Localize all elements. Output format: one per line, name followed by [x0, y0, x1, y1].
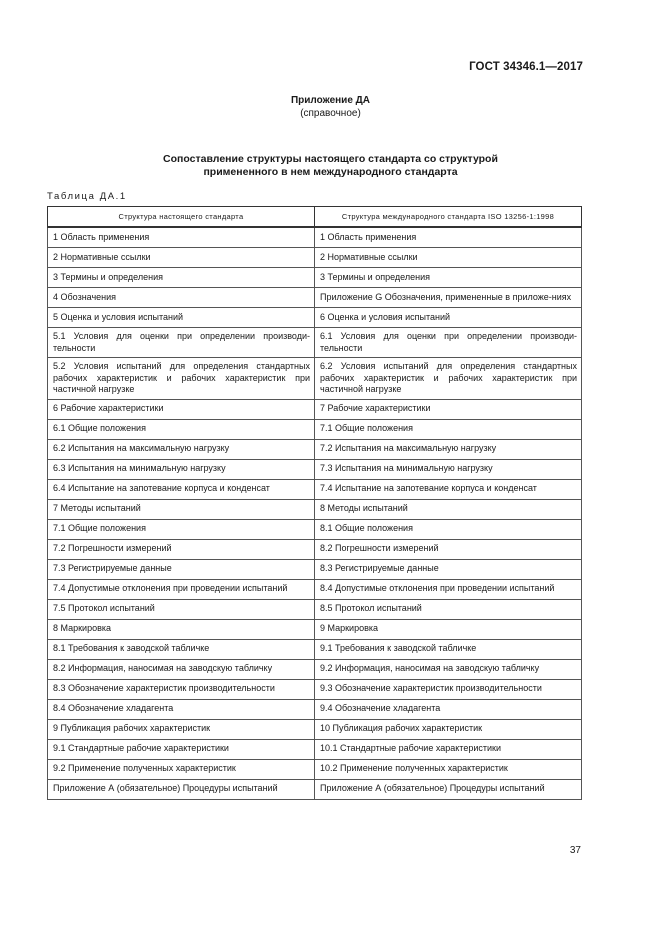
- cell-national-structure: 3 Термины и определения: [48, 268, 315, 288]
- table-row: [48, 619, 582, 639]
- cell-international-structure: 10 Публикация рабочих характеристик: [315, 719, 582, 739]
- appendix-subtitle: (справочное): [300, 108, 361, 119]
- table-caption: Таблица ДА.1: [47, 191, 127, 202]
- cell-national-structure: 5.1 Условия для оценки при определении производи-тельности: [48, 328, 315, 358]
- table-row: [48, 308, 582, 328]
- table-row: [48, 399, 582, 419]
- page-number: 37: [569, 845, 581, 856]
- table-row: [48, 719, 582, 739]
- cell-international-structure: 10.2 Применение полученных характеристик: [315, 759, 582, 779]
- table-row: [48, 328, 582, 358]
- table-row: [48, 699, 582, 719]
- table-row: [48, 499, 582, 519]
- cell-international-structure: 6 Оценка и условия испытаний: [315, 308, 582, 328]
- cell-international-structure: 8 Методы испытаний: [315, 499, 582, 519]
- cell-national-structure: 7.3 Регистрируемые данные: [48, 559, 315, 579]
- table-body: [48, 227, 582, 799]
- cell-international-structure: 7.2 Испытания на максимальную нагрузку: [315, 439, 582, 459]
- cell-national-structure: 9.1 Стандартные рабочие характеристики: [48, 739, 315, 759]
- table-row: [48, 479, 582, 499]
- cell-national-structure: 9 Публикация рабочих характеристик: [48, 719, 315, 739]
- cell-international-structure: 10.1 Стандартные рабочие характеристики: [315, 739, 582, 759]
- table-row: [48, 679, 582, 699]
- cell-national-structure: 8.1 Требования к заводской табличке: [48, 639, 315, 659]
- table-row: [48, 419, 582, 439]
- cell-national-structure: 6.3 Испытания на минимальную нагрузку: [48, 459, 315, 479]
- table-row: [48, 268, 582, 288]
- cell-national-structure: 8.4 Обозначение хладагента: [48, 699, 315, 719]
- table-row: [48, 358, 582, 400]
- cell-national-structure: 5 Оценка и условия испытаний: [48, 308, 315, 328]
- table-row: [48, 439, 582, 459]
- cell-national-structure: 6 Рабочие характеристики: [48, 399, 315, 419]
- cell-national-structure: 4 Обозначения: [48, 288, 315, 308]
- table-row: [48, 739, 582, 759]
- table-row: [48, 227, 582, 248]
- cell-national-structure: 2 Нормативные ссылки: [48, 248, 315, 268]
- cell-national-structure: 1 Область применения: [48, 227, 315, 248]
- cell-national-structure: 6.1 Общие положения: [48, 419, 315, 439]
- table-row: [48, 559, 582, 579]
- cell-international-structure: 9.4 Обозначение хладагента: [315, 699, 582, 719]
- cell-international-structure: 9.2 Информация, наносимая на заводскую табличку: [315, 659, 582, 679]
- cell-international-structure: 7.3 Испытания на минимальную нагрузку: [315, 459, 582, 479]
- cell-national-structure: 8 Маркировка: [48, 619, 315, 639]
- appendix-block: [0, 94, 661, 120]
- cell-national-structure: 7.4 Допустимые отклонения при проведении испытаний: [48, 579, 315, 599]
- cell-international-structure: 9.1 Требования к заводской табличке: [315, 639, 582, 659]
- section-heading: [0, 153, 661, 179]
- table-row: [48, 539, 582, 559]
- cell-international-structure: 2 Нормативные ссылки: [315, 248, 582, 268]
- cell-national-structure: 6.2 Испытания на максимальную нагрузку: [48, 439, 315, 459]
- cell-international-structure: Приложение G Обозначения, примененные в приложе-ниях: [315, 288, 582, 308]
- cell-international-structure: 8.1 Общие положения: [315, 519, 582, 539]
- cell-international-structure: 3 Термины и определения: [315, 268, 582, 288]
- column-header-international: Структура международного стандарта ISO 13256-1:1998: [315, 207, 582, 228]
- table-row: [48, 288, 582, 308]
- table-row: [48, 519, 582, 539]
- cell-national-structure: 8.2 Информация, наносимая на заводскую табличку: [48, 659, 315, 679]
- cell-international-structure: 7.4 Испытание на запотевание корпуса и конденсат: [315, 479, 582, 499]
- appendix-title: Приложение ДА: [290, 95, 371, 106]
- cell-international-structure: 7.1 Общие положения: [315, 419, 582, 439]
- section-heading-line-1: Сопоставление структуры настоящего стандарта со структурой: [163, 153, 498, 165]
- cell-international-structure: 8.4 Допустимые отклонения при проведении испытаний: [315, 579, 582, 599]
- cell-national-structure: 7.5 Протокол испытаний: [48, 599, 315, 619]
- table-row: [48, 599, 582, 619]
- column-header-national: Структура настоящего стандарта: [48, 207, 315, 228]
- table-row: [48, 639, 582, 659]
- cell-national-structure: 6.4 Испытание на запотевание корпуса и конденсат: [48, 479, 315, 499]
- cell-international-structure: 8.3 Регистрируемые данные: [315, 559, 582, 579]
- cell-international-structure: 8.5 Протокол испытаний: [315, 599, 582, 619]
- table-header-row: [48, 207, 582, 228]
- section-heading-line-2: примененного в нем международного стандарта: [203, 166, 458, 178]
- table-row: [48, 459, 582, 479]
- document-code: ГОСТ 34346.1—2017: [469, 61, 583, 73]
- cell-national-structure: 5.2 Условия испытаний для определения стандартных рабочих характеристик и рабочих характеристик при частичной нагрузке: [48, 358, 315, 400]
- table-row: [48, 579, 582, 599]
- cell-international-structure: 7 Рабочие характеристики: [315, 399, 582, 419]
- structure-comparison-table: [47, 206, 582, 800]
- cell-national-structure: Приложение А (обязательное) Процедуры испытаний: [48, 779, 315, 799]
- cell-national-structure: 7.1 Общие положения: [48, 519, 315, 539]
- cell-national-structure: 9.2 Применение полученных характеристик: [48, 759, 315, 779]
- cell-international-structure: 9.3 Обозначение характеристик производительности: [315, 679, 582, 699]
- cell-national-structure: 8.3 Обозначение характеристик производительности: [48, 679, 315, 699]
- cell-international-structure: Приложение А (обязательное) Процедуры испытаний: [315, 779, 582, 799]
- table-row: [48, 659, 582, 679]
- cell-national-structure: 7.2 Погрешности измерений: [48, 539, 315, 559]
- cell-international-structure: 9 Маркировка: [315, 619, 582, 639]
- cell-international-structure: 8.2 Погрешности измерений: [315, 539, 582, 559]
- cell-international-structure: 6.1 Условия для оценки при определении производи-тельности: [315, 328, 582, 358]
- table-row: [48, 759, 582, 779]
- table-row: [48, 779, 582, 799]
- cell-international-structure: 6.2 Условия испытаний для определения стандартных рабочих характеристик и рабочих характеристик при частичной нагрузке: [315, 358, 582, 400]
- cell-international-structure: 1 Область применения: [315, 227, 582, 248]
- table-row: [48, 248, 582, 268]
- cell-national-structure: 7 Методы испытаний: [48, 499, 315, 519]
